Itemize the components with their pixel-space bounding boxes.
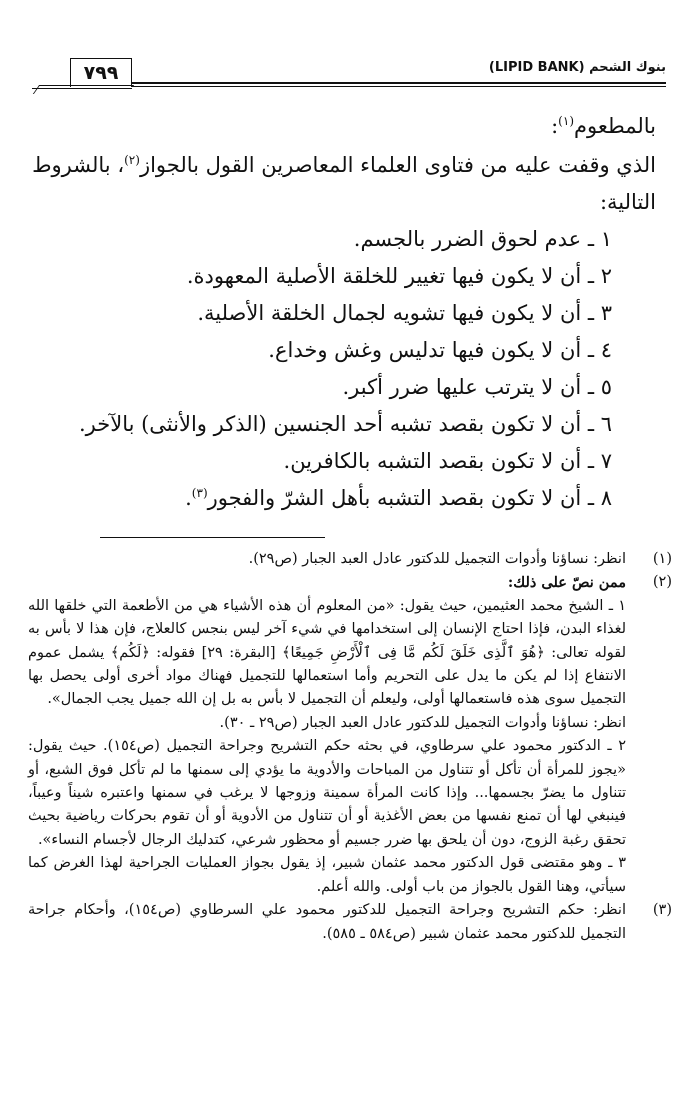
footnote-number: (٣) [652, 902, 672, 919]
footnote-text: انظر: نساؤنا وأدوات التجميل للدكتور عادل العبد الجبار (ص٢٩). [248, 551, 626, 567]
footnote-number: (٢) [652, 574, 672, 591]
condition-item-8 [30, 480, 656, 517]
header-rule-thin [132, 86, 666, 87]
page-header [32, 44, 666, 96]
footnote-3 [28, 899, 672, 946]
page-number-tab [33, 85, 134, 94]
footnote-text: انظر: حكم التشريح وجراحة التجميل للدكتور محمود علي السرطاوي (ص١٥٤)، وأحكام جراحة التجميل للدكتور محمد عثمان شبير (ص٥٨٤ ـ ٥٨٥). [28, 902, 626, 942]
condition-text: ٨ ـ أن لا تكون بقصد التشبه بأهل الشرّ والفجور [207, 486, 612, 510]
condition-item: ٤ ـ أن لا يكون فيها تدليس وغش وخداع. [268, 338, 612, 362]
intro-line-3: التالية: [599, 190, 656, 214]
footnote-ref[interactable]: (٢) [124, 153, 140, 167]
condition-item: ١ ـ عدم لحوق الضرر بالجسم. [353, 227, 612, 251]
intro-text-end: ، بالشروط [32, 153, 125, 177]
footnote-paragraph: ٢ ـ الدكتور محمود علي سرطاوي، في بحثه حكم التشريح وجراحة التجميل (ص١٥٤). حيث يقول: «يجوز للمرأة أن تأكل أو تتناول من المباحات والأدوية ما يؤدي إلى سمنها ما لم تأكل فوق الشبع، أو تتناول ما يضرّ بجسمها... وإذا كانت المرأة سمينة وزوجها لا يرغب في سمنها واعتبره شيناً وعيباً، فينبغي لها أن تمنع نفسها من بعض الأغذية أو أن تتناول من الأدوية أو أن تقوم بحركات رياضية بحيث تحقق رغبة الزوج، دون أن يلحق بها ضرر جسيم أو محظور شرعي، كتدليك الرجال لأجسام النساء». [28, 738, 626, 848]
page-number: ٧٩٩ [70, 58, 132, 87]
intro-text: بالمطعوم [574, 114, 656, 138]
footnote-heading: ممن نصّ على ذلك: [507, 574, 626, 592]
running-title: بنوك الشحم (LIPID BANK) [488, 60, 666, 75]
footnotes [28, 548, 672, 946]
condition-item: ٦ ـ أن لا تكون بقصد تشبه أحد الجنسين (الذكر والأنثى) بالآخر. [78, 412, 612, 436]
main-text [30, 108, 656, 517]
footnote-2 [28, 571, 672, 899]
footnote-ref[interactable]: (٣) [191, 486, 208, 500]
page-number-tab-line [32, 88, 132, 89]
header-rule [132, 82, 666, 84]
footnote-separator [100, 537, 325, 538]
intro-line-2 [30, 147, 656, 184]
condition-item: ٢ ـ أن لا يكون فيها تغيير للخلقة الأصلية المعهودة. [186, 264, 612, 288]
intro-colon: : [551, 114, 559, 138]
footnote-1 [28, 548, 672, 571]
condition-end: . [185, 486, 192, 510]
intro-text: الذي وقفت عليه من فتاوى العلماء المعاصرين القول بالجواز [139, 153, 656, 177]
footnote-ref[interactable]: (١) [558, 114, 574, 128]
condition-item: ٧ ـ أن لا تكون بقصد التشبه بالكافرين. [283, 449, 612, 473]
footnote-paragraph: ١ ـ الشيخ محمد العثيمين، حيث يقول: «من المعلوم أن هذه الأشياء هي من الأطعمة التي خلقها الله لغذاء البدن، فإذا احتاج الإنسان إلى استخدامها في شيء آخر ليس بنجس كالعلاج، فإن هذا لا بأس به لقوله تعالى: ﴿هُوَ ٱلَّذِى خَلَقَ لَكُم مَّا فِى ٱلْأَرْضِ جَمِيعًا﴾ [البقرة: ٢٩] فقوله: ﴿لَكُم﴾ يشمل عموم الانتفاع إذا لم يكن ما يدل على التحريم وأما استعمالها للتجميل فهناك مواد أخرى أولى يحصل بها التجميل سوى هذه فاستعمالها أولى، وليعلم أن التجميل لا بأس به بل إن الله جميل يجب الجمال». [28, 597, 626, 708]
condition-item: ٥ ـ أن لا يترتب عليها ضرر أكبر. [342, 375, 612, 399]
footnote-paragraph: ٣ ـ وهو مقتضى قول الدكتور محمد عثمان شبير، إذ يقول بجواز العمليات الجراحية لهذا الغرض كما سيأتي، وهنا القول بالجواز من باب أولى. والله أعلم. [28, 855, 626, 895]
condition-item: ٣ ـ أن لا يكون فيها تشويه لجمال الخلقة الأصلية. [197, 301, 612, 325]
footnote-reference: انظر: نساؤنا وأدوات التجميل للدكتور عادل العبد الجبار (ص٢٩ ـ ٣٠). [219, 714, 626, 731]
footnote-number: (١) [652, 551, 672, 567]
intro-line-1 [30, 108, 656, 145]
